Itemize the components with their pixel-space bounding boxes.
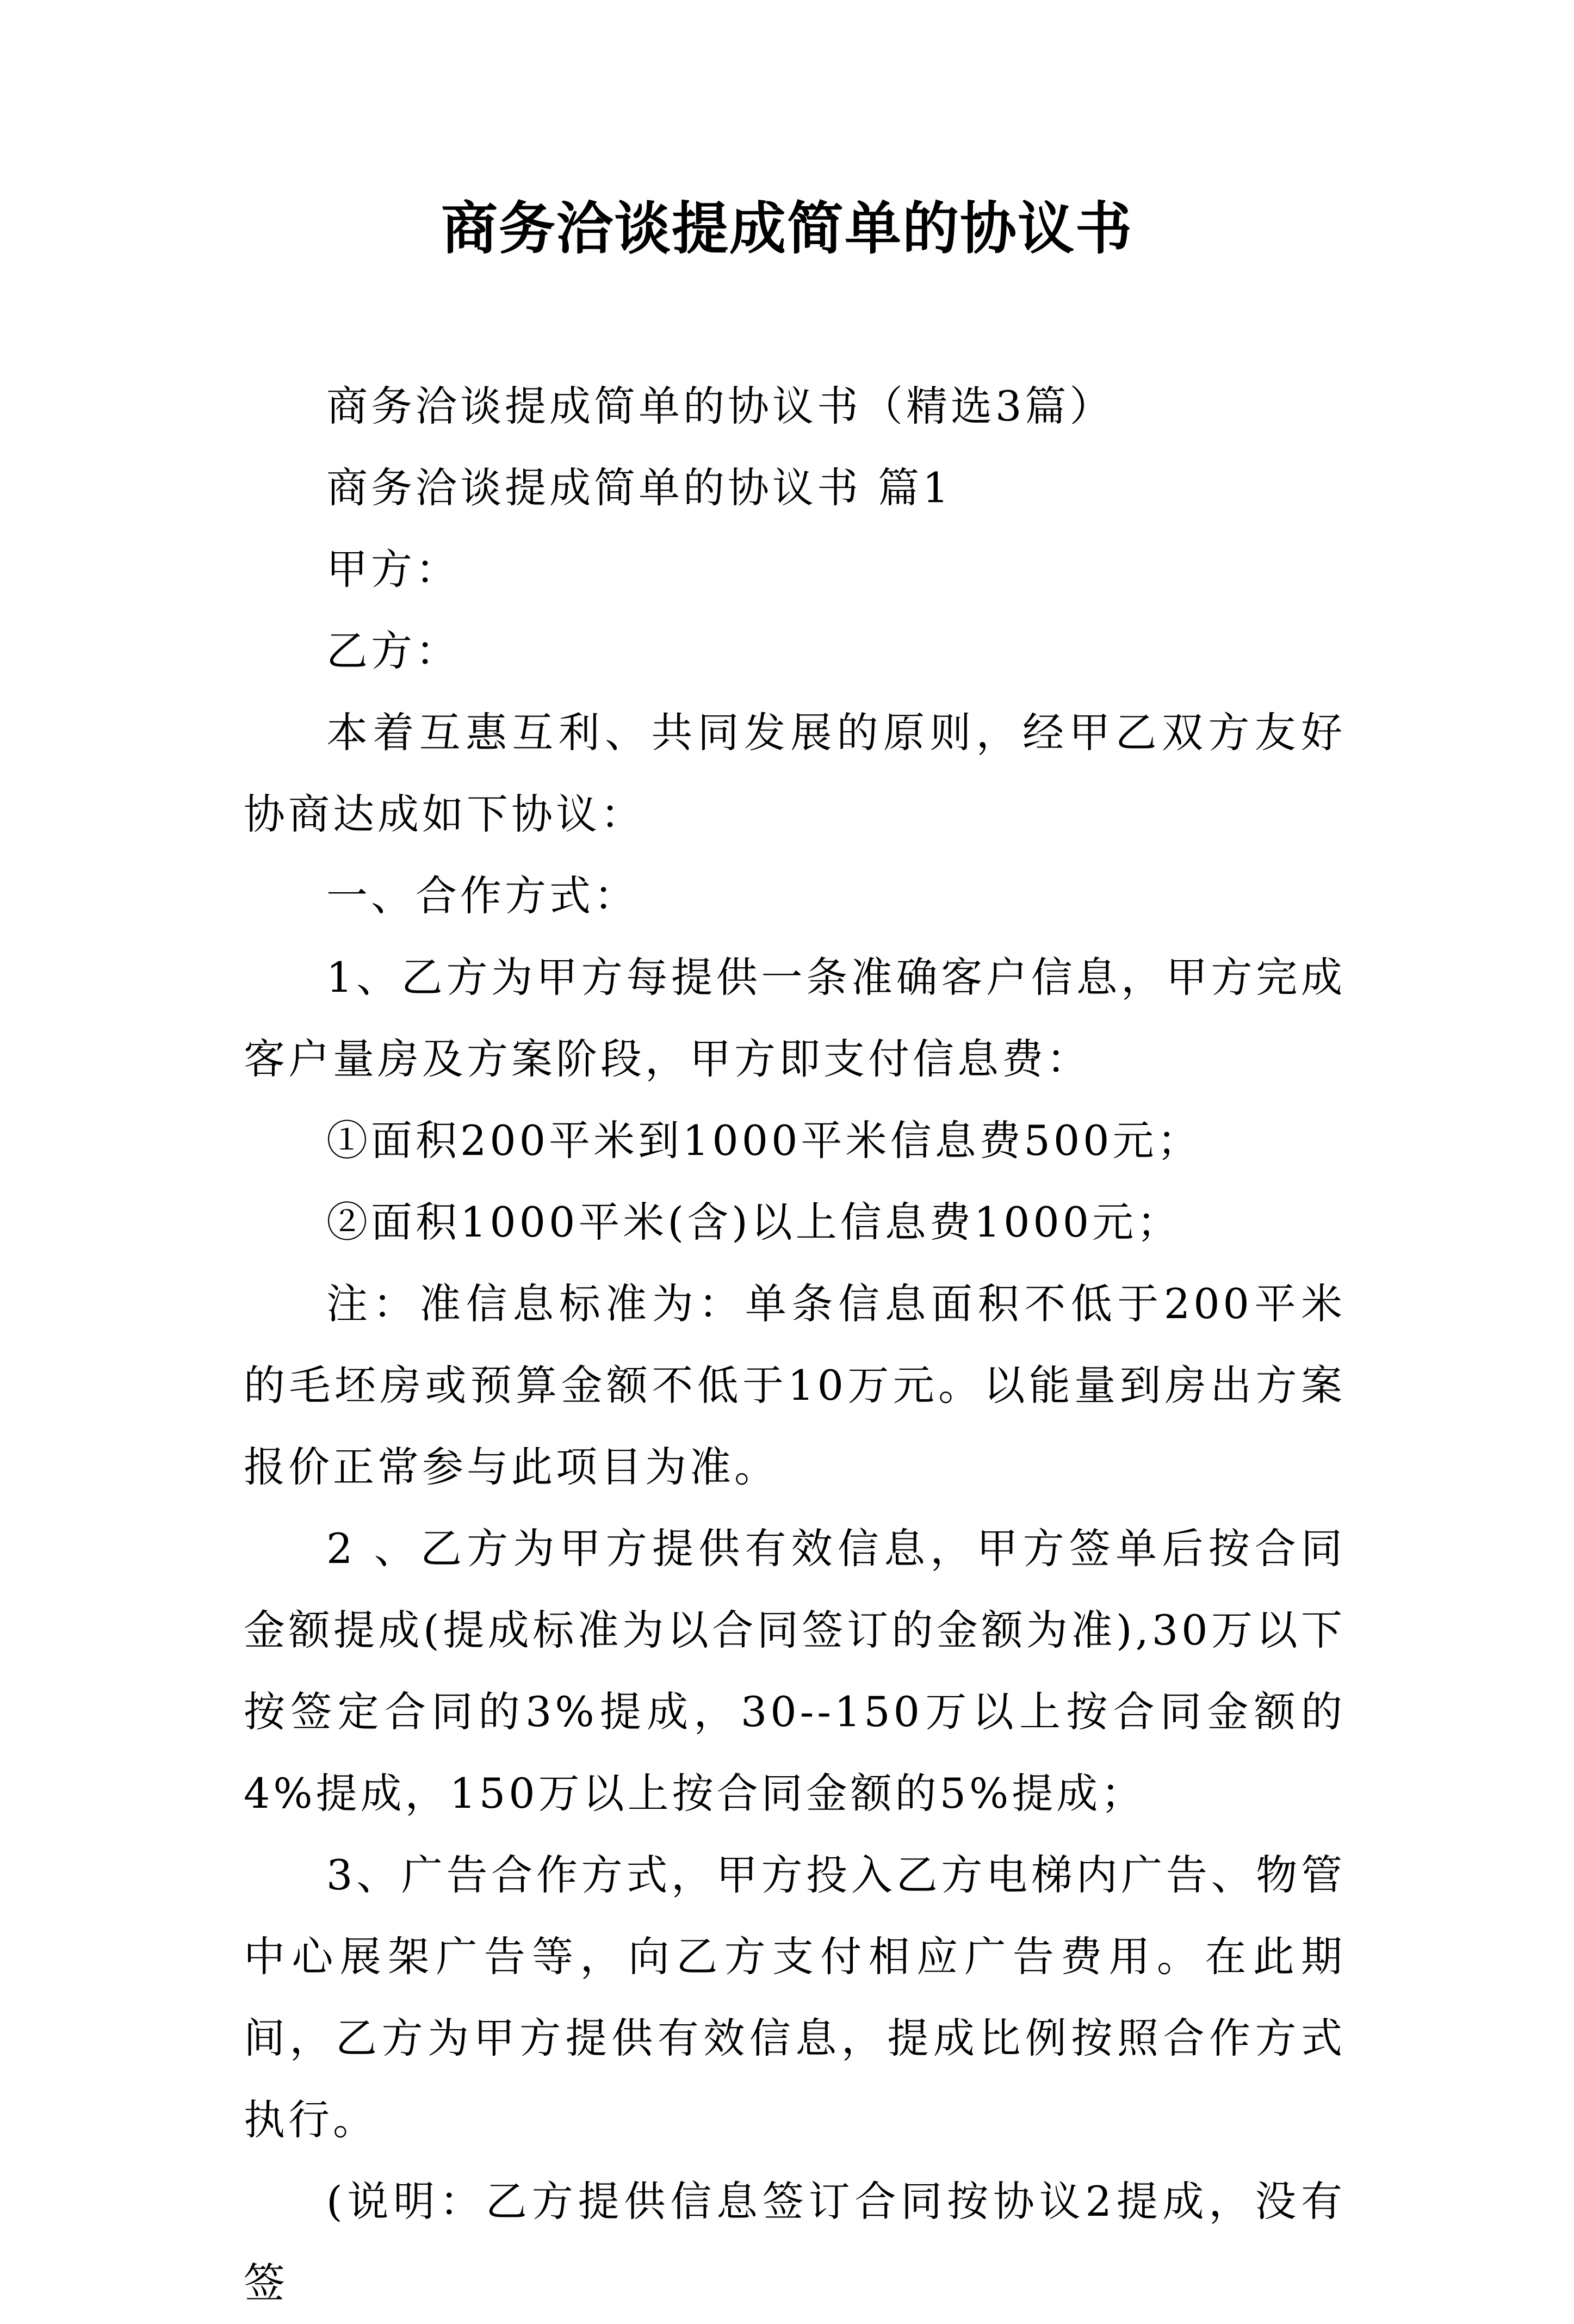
paragraph-fee-tier-2: ②面积1000平米(含)以上信息费1000元；: [326, 1198, 1182, 1246]
paragraph-clause-1: 1、乙方为甲方每提供一条准确客户信息，甲方完成客户量房及方案阶段，甲方即支付信息费：: [244, 953, 1346, 1083]
paragraph-party-a: 甲方：: [326, 545, 460, 594]
document-title: 商务洽谈提成简单的协议书: [441, 195, 1133, 262]
paragraph-fee-tier-1: ①面积200平米到1000平米信息费500元；: [326, 1116, 1202, 1165]
paragraph-cooperation-heading: 一、合作方式：: [326, 872, 639, 920]
paragraph-subtitle: 商务洽谈提成简单的协议书（精选3篇）: [326, 382, 1114, 430]
paragraph-clause-2: 2 、乙方为甲方提供有效信息，甲方签单后按合同金额提成(提成标准为以合同签订的金额为准),30万以下按签定合同的3%提成，30--150万以上按合同金额的4%提成，150万以上按合同金额的5%提成；: [244, 1524, 1346, 1818]
paragraph-clause-3: 3、广告合作方式，甲方投入乙方电梯内广告、物管中心展架广告等，向乙方支付相应广告费用。在此期间，乙方为甲方提供有效信息，提成比例按照合作方式执行。: [244, 1851, 1346, 2144]
paragraph-party-b: 乙方：: [326, 627, 460, 675]
paragraph-section-heading: 商务洽谈提成简单的协议书 篇1: [326, 463, 952, 512]
document-body: [244, 366, 1346, 2324]
paragraph-preamble: 本着互惠互利、共同发展的原则，经甲乙双方友好协商达成如下协议：: [244, 708, 1346, 838]
paragraph-explanation: (说明：乙方提供信息签订合同按协议2提成，没有签: [244, 2177, 1346, 2307]
paragraph-note: 注：准信息标准为：单条信息面积不低于200平米的毛坯房或预算金额不低于10万元。以能量到房出方案报价正常参与此项目为准。: [244, 1280, 1346, 1491]
